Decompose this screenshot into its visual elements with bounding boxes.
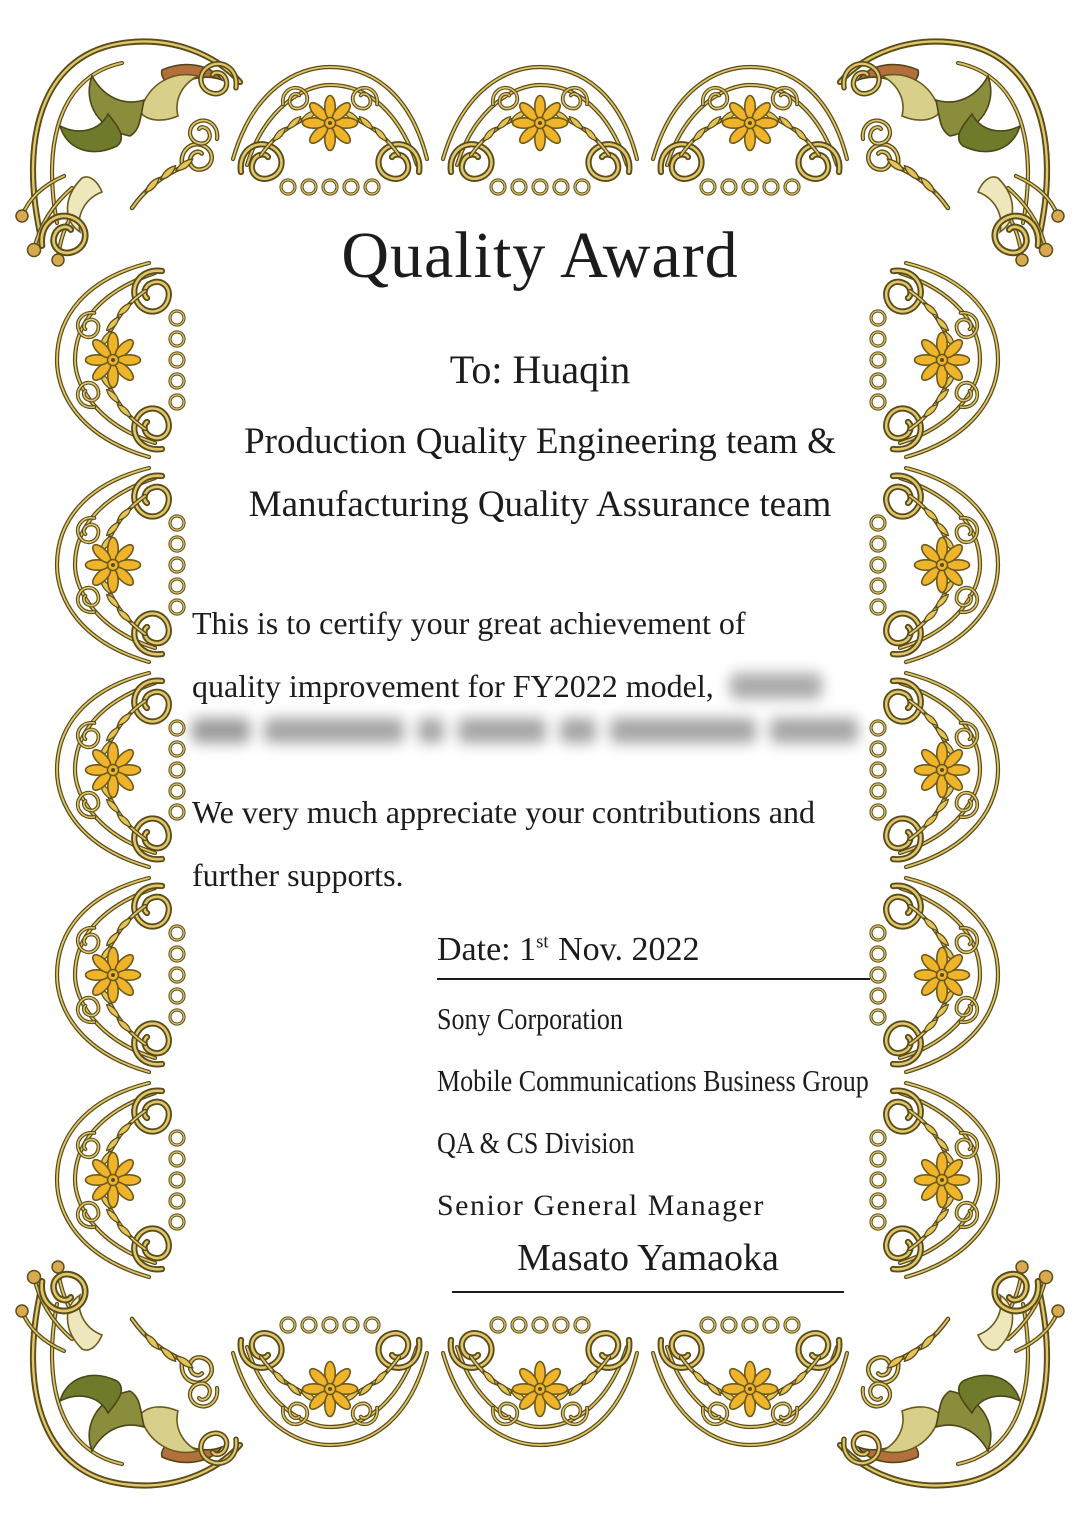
signature-company: Sony Corporation (437, 1001, 623, 1036)
redacted-text (730, 673, 822, 699)
date-suffix: Nov. 2022 (558, 931, 700, 968)
date-line (437, 930, 870, 980)
body-line-4: We very much appreciate your contributions and (192, 794, 815, 830)
certificate-title: Quality Award (341, 219, 739, 292)
signature-division: QA & CS Division (437, 1125, 635, 1160)
redacted-line (192, 718, 912, 743)
body-line-2-text: quality improvement for FY2022 model, (192, 668, 714, 704)
signature-group: Mobile Communications Business Group (437, 1063, 869, 1098)
body-line-2 (192, 655, 912, 718)
recipient-line: To: Huaqin (449, 347, 631, 392)
signature-name: Masato Yamaoka (452, 1236, 844, 1293)
certificate-body (192, 592, 912, 907)
body-line-3-redacted (192, 718, 912, 781)
date-ordinal: st (536, 931, 549, 953)
body-line-5: further supports. (192, 857, 404, 893)
body-line-1: This is to certify your great achievement of (192, 605, 746, 641)
team-line-1: Production Quality Engineering team & (244, 421, 836, 462)
signature-role: Senior General Manager (437, 1189, 765, 1222)
date-prefix: Date: 1 (437, 931, 537, 968)
team-line-2: Manufacturing Quality Assurance team (248, 484, 832, 525)
